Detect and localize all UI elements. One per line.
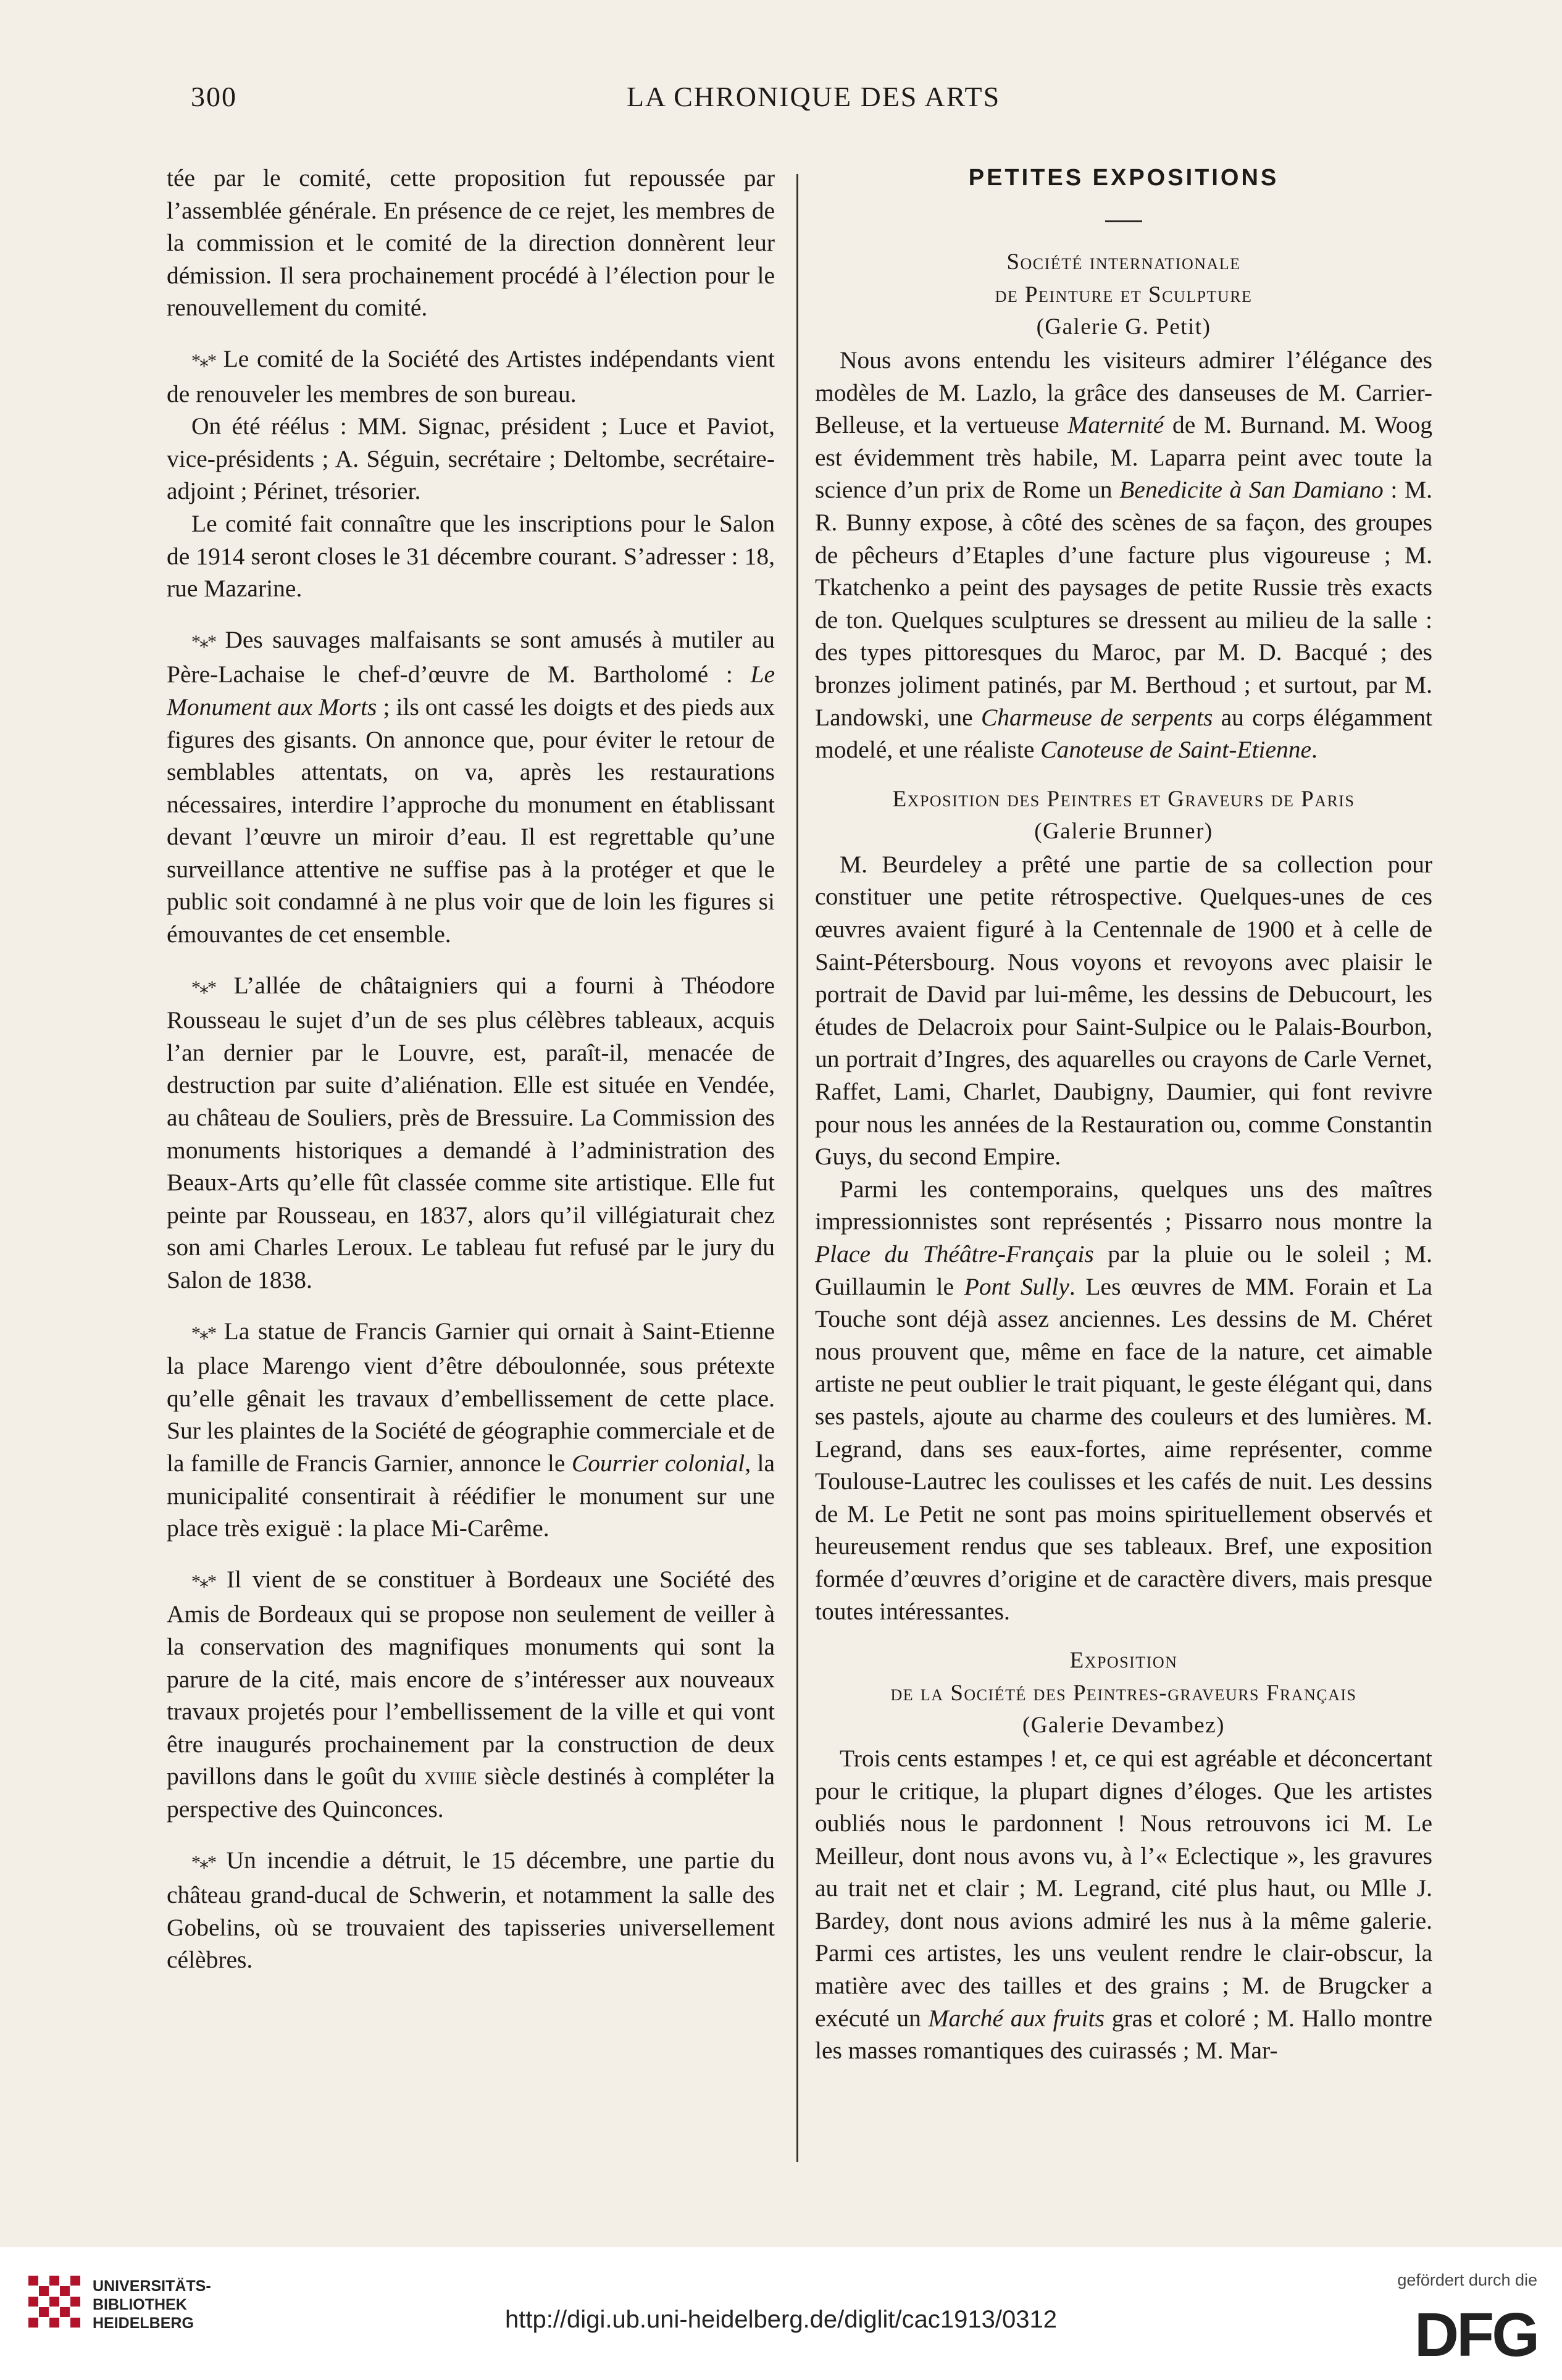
dfg-logo-icon: [1395, 2302, 1537, 2363]
expo2-text-1: M. Beurdeley a prêté une partie de sa collection pour constituer une petite rétrospective. Quelques-unes de ces œuvres avaient figuré à la Centennale de 1900 et à celle de Saint-Pétersbourg. Nous voyons et revoyons avec plaisir le portrait de David par lui-même, les dessins de Debucourt, les études de Delacroix pour Saint-Sulpice ou le Palais-Bourbon, un portrait d’Ingres, des aquarelles ou crayons de Carle Vernet, Raffet, Lami, Charlet, Daubigny, Daumier, qui font revivre pour nous les années de la Restauration ou, comme Constantin Guys, du second Empire.: [815, 850, 1432, 1171]
century-numeral: xviiie: [424, 1763, 477, 1790]
svg-text:DFG: DFG: [1414, 2302, 1537, 2363]
expo3-heading-line1: Exposition: [1069, 1648, 1178, 1674]
asterism: *⁎*: [191, 350, 215, 371]
asterism: *⁎*: [191, 631, 215, 652]
digitization-footer: [0, 2247, 1562, 2380]
paragraph-comite-continued: tée par le comité, cette proposition fut repoussée par l’assemblée générale. En présence de ce rejet, les membres de la commission et le comité de la direction donnèrent leur démission. Il sera prochainement procédé à l’élection pour le renouvellement du comité.: [167, 164, 775, 322]
page-header: [176, 75, 1451, 119]
periodical-title: Courrier colonial: [571, 1449, 745, 1477]
expo3-heading-line2: de la Société des Peintres-graveurs Français: [890, 1680, 1357, 1706]
expo2-heading: Exposition des Peintres et Graveurs de Paris: [892, 786, 1355, 812]
asterism: *⁎*: [191, 1571, 215, 1592]
paragraph-inscriptions: Le comité fait connaître que les inscriptions pour le Salon de 1914 seront closes le 31 décembre courant. S’adresser : 18, rue Mazarine.: [167, 509, 775, 603]
paragraph-reelus: On été réélus : MM. Signac, président ; Luce et Paviot, vice-présidents ; A. Séguin, secrétaire ; Deltombe, secrétaire-adjoint ; Périnet, trésorier.: [167, 412, 775, 505]
section-title: PETITES EXPOSITIONS: [968, 165, 1279, 191]
expo2-gallery: (Galerie Brunner): [1034, 819, 1213, 845]
expo3-gallery: (Galerie Devambez): [1022, 1713, 1225, 1739]
asterism: *⁎*: [191, 1852, 215, 1873]
title-rule: [815, 203, 1432, 236]
paragraph-rousseau: *⁎* L’allée de châtaigniers qui a fourni à Théodore Rousseau le sujet d’un de ses plus célèbres tableaux, acquis l’an dernier par le Louvre, est, paraît-il, menacée de destruction par suite d’aliénation. Elle est située en Vendée, au château de Souliers, près de Bressuire. La Commission des monuments historiques a demandé à l’administration des Beaux-Arts qu’elle fût classée comme site artistique. Elle fut peinte par Rousseau, en 1837, alors qu’il villégiaturait chez son ami Charles Leroux. Le tableau fut refusé par le jury du Salon de 1838.: [167, 971, 775, 1293]
expo1-heading-line1: Société internationale: [1006, 249, 1241, 275]
expo3-text: Trois cents estampes ! et, ce qui est agréable et déconcertant pour le critique, la plupart dignes d’éloges. Que les artistes oubliés nous le pardonnent ! Nous retrouvons ici M. Le Meilleur, dont nous avons vu, à l’« Eclectique », les gravures au trait net et clair ; M. Legrand, cité plus haut, ou Mlle J. Bardey, dont nous avions admiré les nus à la même galerie. Parmi ces artistes, les uns veulent rendre le clair-obscur, la matière avec des tailles et des grains ; M. de Brugcker a exécuté un Marché aux fruits gras et coloré ; M. Hallo montre les masses romantiques des cuirassés ; M. Mar-: [815, 1744, 1432, 2065]
expo1-text: Nous avons entendu les visiteurs admirer l’élégance des modèles de M. Lazlo, la grâce des danseuses de M. Carrier-Belleuse, et la vertueuse Maternité de M. Burnand. M. Woog est évidemment très habile, M. Laparra peint avec toute la science d’un prix de Rome un Benedicite à San Damiano : M. R. Bunny expose, à côté des scènes de sa façon, des groupes de pêcheurs d’Etaples d’une facture plus vigoureuse ; M. Tkatchenko a peint des paysages de petite Russie très exacts de ton. Quelques sculptures se dressent au milieu de la salle : des types pittoresques du Maroc, par M. D. Bacqué ; des bronzes joliment patinés, par M. Berthoud ; et surtout, par M. Landowski, une Charmeuse de serpents au corps élégamment modelé, et une réaliste Canoteuse de Saint-Etienne.: [815, 346, 1432, 764]
expo1-gallery: (Galerie G. Petit): [1036, 314, 1211, 340]
paragraph-schwerin: *⁎* Un incendie a détruit, le 15 décembre, une partie du château grand-ducal de Schwerin, et notamment la salle des Gobelins, où se trouvaient des tapisseries universellement célèbres.: [167, 1846, 775, 1974]
right-column: [815, 162, 1432, 2067]
funder-caption: gefördert durch die: [1397, 2271, 1537, 2289]
paragraph-garnier: *⁎* La statue de Francis Garnier qui ornait à Saint-Etienne la place Marengo vient d’être déboulonnée, sous prétexte qu’elle gênait les travaux d’embellissement de cette place. Sur les plaintes de la Société de géographie commerciale et de la famille de Francis Garnier, annonce le Courrier colonial, la municipalité consentirait à réédifier le monument sur une place très exiguë : la place Mi-Carême.: [167, 1317, 775, 1542]
page-number: 300: [191, 81, 237, 112]
paragraph-pere-lachaise: *⁎* Des sauvages malfaisants se sont amusés à mutiler au Père-Lachaise le chef-d’œuvre de M. Bartholomé : Le Monument aux Morts ; ils ont cassé les doigts et des pieds aux figures des gisants. On annonce que, pour éviter le retour de semblables attentats, on va, après les restaurations nécessaires, interdire l’approche du monument en établissant devant l’œuvre un miroir d’eau. Il est regrettable qu’une surveillance attentive ne suffise pas à la protéger et que le public soit condamné à ne plus voir que de loin les figures si émouvantes de cet ensemble.: [167, 625, 775, 948]
asterism: *⁎*: [191, 1322, 215, 1343]
expo1-heading-line2: de Peinture et Sculpture: [995, 282, 1253, 307]
asterism: *⁎*: [191, 977, 215, 998]
left-column: [167, 162, 775, 1976]
paragraph-bordeaux: *⁎* Il vient de se constituer à Bordeaux une Société des Amis de Bordeaux qui se propose non seulement de veiller à la conservation des magnifiques monuments qui sont la parure de la cité, mais encore de s’intéresser aux nouveaux travaux projetés pour l’embellissement de la ville et qui vont être inaugurés prochainement par la construction de deux pavillons dans le goût du xviiie siècle destinés à compléter la perspective des Quinconces.: [167, 1565, 775, 1823]
paragraph-independants: *⁎* Le comité de la Société des Artistes indépendants vient de renouveler les membres de son bureau.: [167, 344, 775, 407]
library-name: UNIVERSITÄTS- BIBLIOTHEK HEIDELBERG: [93, 2278, 211, 2332]
expo2-text-2: Parmi les contemporains, quelques uns des maîtres impressionnistes sont représentés ; Pissarro nous montre la Place du Théâtre-Français par la pluie ou le soleil ; M. Guillaumin le Pont Sully. Les œuvres de MM. Forain et La Touche sont déjà assez anciennes. Les dessins de M. Chéret nous prouvent que, même en face de la nature, cet aimable artiste ne peut oublier le trait piquant, le geste élégant qui, dans ses pastels, ajoute au charme des couleurs et des lumières. M. Legrand, dans ses eaux-fortes, aime représenter, comme Toulouse-Lautrec les coulisses et les cafés de nuit. Les dessins de M. Le Petit ne sont pas moins spirituellement observés et heureusement rendus que ses tableaux. Bref, une exposition formée d’œuvres d’origine et de caractère divers, mais presque toutes intéressantes.: [815, 1175, 1433, 1625]
permalink[interactable]: http://digi.ub.uni-heidelberg.de/diglit/cac1913/0312: [505, 2306, 1057, 2333]
running-title: LA CHRONIQUE DES ARTS: [626, 81, 1001, 112]
column-divider: [796, 174, 798, 2162]
work-title: Le Monument aux Morts: [167, 661, 775, 720]
